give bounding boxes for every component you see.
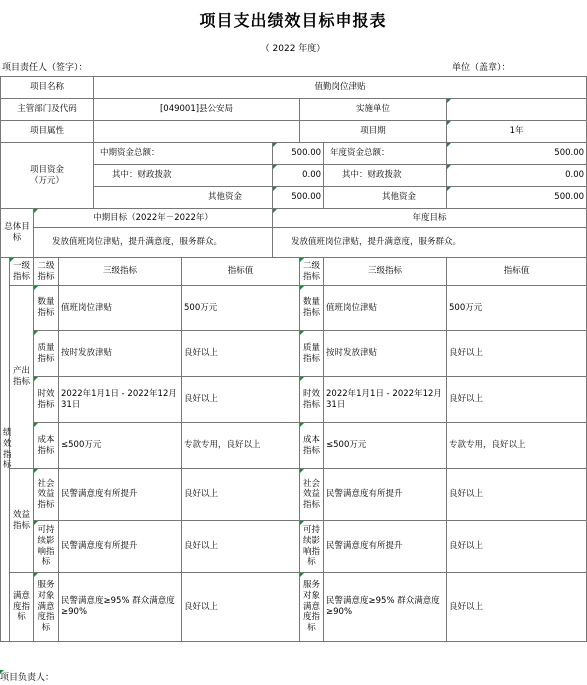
table-row-value[interactable]: 良好以上 xyxy=(182,377,300,423)
table-row-value[interactable]: 良好以上 xyxy=(182,573,300,642)
table-row-l2-year: 质量指标 xyxy=(300,331,324,377)
table-row-l3[interactable]: 民警满意度有所提升 xyxy=(59,469,182,521)
mid-total-label: 中期资金总额： xyxy=(94,143,273,165)
table-row-value-year[interactable]: 良好以上 xyxy=(447,331,587,377)
table-row-value-year[interactable]: 良好以上 xyxy=(447,377,587,423)
table-row-l3[interactable]: 民警满意度有所提升 xyxy=(59,521,182,573)
table-row-value-year[interactable]: 良好以上 xyxy=(447,521,587,573)
output-label: 产出指标 xyxy=(10,286,34,469)
table-row-l3-year[interactable]: 2022年1月1日 - 2022年12月31日 xyxy=(324,377,447,423)
year-other-value[interactable]: 500.00 xyxy=(447,187,587,209)
period-value[interactable]: 1年 xyxy=(447,121,587,143)
table-row-l2: 社会效益指标 xyxy=(34,469,59,521)
table-row-l3-year[interactable]: 值班岗位津贴 xyxy=(324,286,447,331)
year-other-label: 其他资金 xyxy=(324,187,447,209)
year-total-label: 年度资金总额： xyxy=(324,143,447,165)
table-row-l3-year[interactable]: 民警满意度≥95% 群众满意度≥90% xyxy=(324,573,447,642)
year-goal-text[interactable]: 发放值班岗位津贴，提升满意度，服务群众。 xyxy=(273,228,587,258)
attr-label: 项目属性 xyxy=(1,121,94,143)
mid-fiscal-label: 其中：财政拨款 xyxy=(94,165,273,187)
year-goal-header: 年度目标 xyxy=(273,209,587,228)
impl-unit-value[interactable] xyxy=(447,99,587,121)
dept-value[interactable]: [049001]县公安局 xyxy=(94,99,300,121)
form-title: 项目支出绩效目标申报表 xyxy=(199,11,387,30)
table-row-value[interactable]: 500万元 xyxy=(182,286,300,331)
table-row-l2: 服务对象满意度指标 xyxy=(34,573,59,642)
impl-unit-label: 实施单位 xyxy=(300,99,447,121)
year-total-value[interactable]: 500.00 xyxy=(447,143,587,165)
fund-label: 项目资金 （万元） xyxy=(1,143,94,209)
table-row-l3-year[interactable]: 民警满意度有所提升 xyxy=(324,521,447,573)
table-row-l2-year: 数量指标 xyxy=(300,286,324,331)
period-label: 项目期 xyxy=(300,121,447,143)
year-line: （ 2022 年度） xyxy=(260,44,326,54)
perf-label: 绩效指标 xyxy=(1,258,10,642)
header-level3-year: 三级指标 xyxy=(324,258,447,286)
table-row-value-year[interactable]: 500万元 xyxy=(447,286,587,331)
year-fiscal-label: 其中：财政拨款 xyxy=(324,165,447,187)
table-row-l2-year: 社会效益指标 xyxy=(300,469,324,521)
table-row-value[interactable]: 良好以上 xyxy=(182,331,300,377)
table-row-l2: 时效指标 xyxy=(34,377,59,423)
table-row-l3[interactable]: 2022年1月1日 - 2022年12月31日 xyxy=(59,377,182,423)
mid-other-value[interactable]: 500.00 xyxy=(273,187,324,209)
table-row-l2: 数量指标 xyxy=(34,286,59,331)
header-level2-year: 二级指标 xyxy=(300,258,324,286)
header-level3: 三级指标 xyxy=(59,258,182,286)
table-row-l3-year[interactable]: ≤500万元 xyxy=(324,423,447,469)
table-row-l2: 质量指标 xyxy=(34,331,59,377)
table-row-l2-year: 可持续影响指标 xyxy=(300,521,324,573)
satisfaction-label: 满意度指标 xyxy=(10,573,34,642)
mid-goal-header: 中期目标（2022年－2022年） xyxy=(34,209,273,228)
responsible-label: 项目责任人（签字）： xyxy=(2,63,88,73)
table-row-l3[interactable]: 值班岗位津贴 xyxy=(59,286,182,331)
footer-label: 项目负责人： xyxy=(0,670,54,683)
table-row-l3[interactable]: 民警满意度≥95% 群众满意度≥90% xyxy=(59,573,182,642)
header-level2: 二级指标 xyxy=(34,258,59,286)
form-table xyxy=(0,76,587,642)
header-value-year: 指标值 xyxy=(447,258,587,286)
dept-label: 主管部门及代码 xyxy=(1,99,94,121)
table-row-l2: 成本指标 xyxy=(34,423,59,469)
header-value: 指标值 xyxy=(182,258,300,286)
table-row-value-year[interactable]: 良好以上 xyxy=(447,573,587,642)
table-row-value[interactable]: 专款专用，良好以上 xyxy=(182,423,300,469)
overall-goal-label: 总体目标 xyxy=(1,209,34,258)
table-row-value[interactable]: 良好以上 xyxy=(182,521,300,573)
table-row-value-year[interactable]: 良好以上 xyxy=(447,469,587,521)
table-row-l3-year[interactable]: 民警满意度有所提升 xyxy=(324,469,447,521)
table-row-l2-year: 成本指标 xyxy=(300,423,324,469)
mid-total-value[interactable]: 500.00 xyxy=(273,143,324,165)
table-row-l2: 可持续影响指标 xyxy=(34,521,59,573)
header-level1: 一级指标 xyxy=(10,258,34,286)
mid-goal-text[interactable]: 发放值班岗位津贴，提升满意度，服务群众。 xyxy=(34,228,273,258)
unit-label: 单位（盖章）： xyxy=(452,63,511,73)
mid-other-label: 其他资金 xyxy=(94,187,273,209)
table-row-l3[interactable]: ≤500万元 xyxy=(59,423,182,469)
table-row-l3[interactable]: 按时发放津贴 xyxy=(59,331,182,377)
mid-fiscal-value[interactable]: 0.00 xyxy=(273,165,324,187)
table-row-l2-year: 服务对象满意度指标 xyxy=(300,573,324,642)
project-name-value[interactable]: 值勤岗位津贴 xyxy=(94,77,587,99)
attr-value[interactable] xyxy=(94,121,300,143)
table-row-l2-year: 时效指标 xyxy=(300,377,324,423)
year-fiscal-value[interactable]: 0.00 xyxy=(447,165,587,187)
benefit-label: 效益指标 xyxy=(10,469,34,573)
project-name-label: 项目名称 xyxy=(1,77,94,99)
table-row-l3-year[interactable]: 按时发放津贴 xyxy=(324,331,447,377)
table-row-value-year[interactable]: 专款专用，良好以上 xyxy=(447,423,587,469)
table-row-value[interactable]: 良好以上 xyxy=(182,469,300,521)
